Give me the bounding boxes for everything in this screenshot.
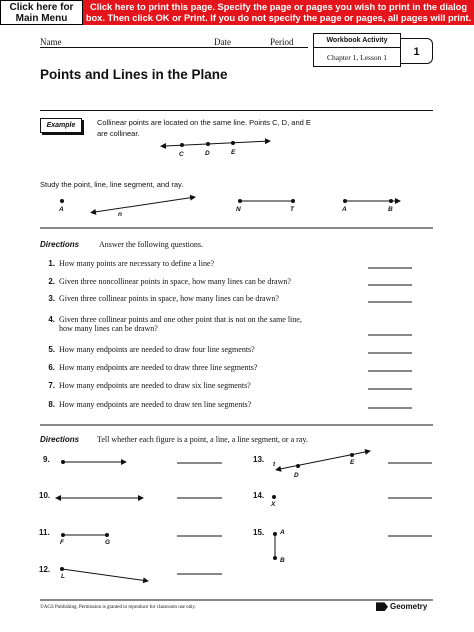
question-text: Given three collinear points and one other point that is not on the same line,: [59, 315, 302, 324]
period-label: Period: [270, 37, 294, 47]
figure-number-15: 15.: [253, 528, 265, 537]
question-2: [40, 277, 291, 286]
label-e: E: [231, 149, 236, 156]
main-menu-label-2: Main Menu: [15, 12, 68, 24]
date-label: Date: [214, 37, 231, 47]
question-7: [40, 381, 251, 390]
print-instructions-line-2: box. Then click OK or Print. If you do not specify the page or pages, all pages will print.: [85, 12, 472, 23]
study-label-b: B: [388, 206, 393, 213]
badge-number: 1: [401, 38, 433, 64]
question-6: [40, 363, 257, 372]
directions-text-2: Tell whether each figure is a point, a line, a line segment, or a ray.: [97, 435, 308, 444]
question-text: How many endpoints are needed to draw ten line segments?: [59, 400, 252, 409]
question-text: How many endpoints are needed to draw three line segments?: [59, 363, 258, 372]
question-3: [40, 294, 279, 303]
study-label-a: A: [59, 206, 64, 213]
label-e2: E: [350, 459, 355, 466]
question-number: 5.: [48, 345, 55, 354]
brand-logo: [376, 602, 427, 611]
question-number: 7.: [48, 381, 55, 390]
directions-text-1: Answer the following questions.: [99, 240, 203, 249]
question-text: How many endpoints are needed to draw four line segments?: [59, 345, 255, 354]
example-tag: Example: [40, 118, 82, 133]
figure-13-line: [280, 451, 370, 469]
main-menu-label-1: Click here for: [9, 1, 74, 13]
label-t: t: [273, 461, 276, 468]
badge-title: Workbook Activity: [314, 34, 400, 48]
directions-heading-2: Directions: [40, 435, 80, 444]
copyright-text: ©AGS Publishing. Permission is granted to reproduce for classroom use only.: [40, 605, 196, 610]
question-text: How many endpoints are needed to draw six line segments?: [59, 381, 251, 390]
book-icon: [376, 602, 388, 611]
label-d: D: [205, 150, 210, 157]
page-title: Points and Lines in the Plane: [40, 67, 228, 82]
question-number: 1.: [48, 259, 55, 268]
label-x: X: [271, 501, 276, 508]
point-d: [206, 142, 210, 146]
print-instructions-line-1: Click here to print this page. Specify the page or pages you wish to print in the dialog: [89, 1, 468, 12]
answer-lines-fig: [177, 463, 432, 574]
question-number: 4.: [48, 315, 55, 324]
directions-heading-1: Directions: [40, 240, 80, 249]
question-number: 3.: [48, 294, 55, 303]
label-b2: B: [280, 557, 285, 564]
label-l: L: [61, 573, 65, 580]
example-collinear-line: [165, 141, 270, 147]
brand-label: Geometry: [390, 602, 428, 611]
label-f: F: [60, 539, 64, 546]
example-text-line-1: Collinear points are located on the same line. Points C, D, and E: [97, 118, 311, 127]
study-text: Study the point, line, line segment, and ray.: [40, 180, 184, 189]
label-c: C: [179, 151, 184, 158]
figure-number-11: 11.: [39, 528, 50, 537]
study-point-a: [60, 199, 64, 203]
figure-number-12: 12.: [39, 565, 51, 574]
figure-number-13: 13.: [253, 455, 265, 464]
question-4: [40, 315, 302, 333]
question-text-2: how many lines can be drawn?: [59, 324, 158, 333]
question-8: [40, 400, 251, 409]
label-g: G: [105, 539, 111, 546]
point-e: [231, 141, 235, 145]
question-number: 2.: [48, 277, 55, 286]
figure-number-10: 10.: [39, 491, 51, 500]
name-label: Name: [40, 37, 62, 47]
study-label-n2: N: [236, 206, 241, 213]
question-number: 8.: [48, 400, 55, 409]
badge-subtitle: Chapter 1, Lesson 1: [327, 53, 387, 62]
figure-14-point: [272, 495, 276, 499]
study-label-t: T: [290, 206, 294, 213]
answer-lines-q: [368, 268, 412, 408]
question-5: [40, 345, 255, 354]
label-a3: A: [280, 529, 285, 536]
example-text-line-2: are collinear.: [97, 129, 140, 138]
study-label-n: n: [118, 211, 122, 218]
figure-15-segment: [273, 532, 277, 560]
study-line-n: [95, 197, 195, 212]
figure-12-ray: [60, 567, 148, 581]
question-number: 6.: [48, 363, 55, 372]
label-d2: D: [294, 472, 299, 479]
question-1: [40, 259, 214, 268]
question-text: How many points are necessary to define a line?: [59, 259, 215, 268]
point-c: [180, 143, 184, 147]
figure-11-segment: [61, 533, 109, 537]
question-text: Given three noncollinear points in space, how many lines can be drawn?: [59, 277, 291, 286]
question-text: Given three collinear points in space, how many lines can be drawn?: [59, 294, 279, 303]
figure-9-ray: [61, 460, 126, 464]
study-label-a2: A: [342, 206, 347, 213]
figure-number-14: 14.: [253, 491, 265, 500]
figure-number-9: 9.: [43, 455, 50, 464]
